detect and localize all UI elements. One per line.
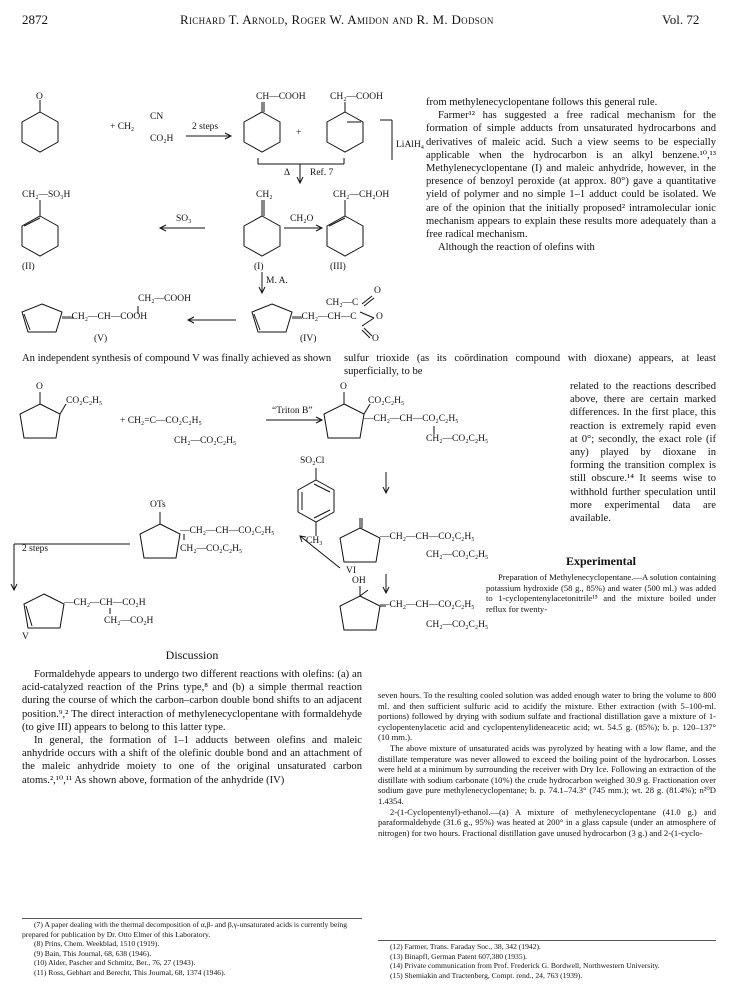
- plus-sign: +: [296, 128, 302, 138]
- ch2-i-label: CH₂: [256, 190, 273, 200]
- exp-para-2: seven hours. To the resulting cooled solution was added enough water to bring the volume to 800 ml. and then sufficient sulfuric acid to acidify the mixture. Ether extraction (with 5–100-ml. portions) followed by drying with sodium sulfate and fractional distillation gave a mixture of 1-cyclopentenylacetic acid and cyclopentenylideneacetic acid; wt. 54.5 g. (85%); b. p. 120–137° (10 mm.).: [378, 690, 716, 743]
- co2h-label: CO₂H: [150, 134, 174, 144]
- para-although: Although the reaction of olefins with: [438, 242, 595, 254]
- s2-ots-chain: —CH₂—CH—CO₂C₂H₅: [180, 526, 275, 536]
- s2-p-sub: CH₂—CO₂C₂H₅: [426, 434, 489, 444]
- s2-v-chain: —CH₂—CH—CO₂H: [64, 598, 146, 608]
- s2-oh: OH: [352, 576, 366, 586]
- discussion-heading: Discussion: [165, 648, 219, 662]
- iv-o1: O: [374, 286, 381, 296]
- ch2-label: + CH₂: [110, 122, 135, 132]
- s2-ots-sub: CH₂—CO₂C₂H₅: [180, 544, 243, 554]
- s2-p-chain: —CH₂—CH—CO₂C₂H₅: [364, 414, 459, 424]
- cn-label: CN: [150, 112, 164, 122]
- s2-vi: VI: [346, 566, 357, 576]
- discussion-para-1: Formaldehyde appears to undergo two different reactions with olefins: (a) an acid-catalyzed reaction of the Prins type,⁸ and (b) a simple thermal reaction during the course of which the carbon–carbon double bond shifts to an adjacent position.⁹,² The direct interaction of methylenecyclopentane with formaldehyde (to give III) appears to belong to this latter type.: [22, 669, 362, 733]
- exp-para-4: 2-(1-Cyclopentenyl)-ethanol.—(a) A mixture of methylenecyclopentane (41.0 g.) and paraformaldehyde (31.6 g., 95%) was heated at 200° in a glass capsule (under an atmosphere of nitrogen) for two hours. Fractional distillation gave unused hydrocarbon (3 g.) and 2-(1-cyclo-: [378, 806, 716, 838]
- acid-ch2-cooh: CH₂—COOH: [330, 92, 383, 102]
- s2-v: V: [22, 632, 29, 642]
- experimental-continued: [378, 690, 716, 838]
- acid-ch-cooh: CH—COOH: [256, 92, 306, 102]
- ch2ch2oh-label: CH₂—CH₂OH: [333, 190, 390, 200]
- discussion-section: [22, 648, 362, 787]
- s2-oh-chain: —CH₂—CH—CO₂C₂H₅: [380, 600, 475, 610]
- ref7-label: Ref. 7: [310, 168, 334, 178]
- footnotes-left: [22, 920, 362, 978]
- running-authors: Richard T. Arnold, Roger W. Amidon and R. M. Dodson: [180, 12, 494, 27]
- footnote-9: (9) Bain, This Journal, 68, 638 (1946).: [34, 948, 152, 958]
- s2-two-steps: 2 steps: [22, 544, 49, 554]
- s2-p-o: O: [340, 382, 347, 392]
- label-i: (I): [254, 262, 264, 272]
- s2-so2cl: SO₂Cl: [300, 456, 325, 466]
- footnote-8: (8) Prins, Chem. Weekblad, 1510 (1919).: [34, 939, 160, 949]
- so3-label: SO₃: [176, 214, 192, 224]
- sulfonic-label: CH₂—SO₃H: [22, 190, 71, 200]
- footnote-10: (10) Alder, Pascher and Schmitz, Ber., 76, 27 (1943).: [34, 958, 196, 968]
- iv-chain-label: —CH₂—CH—C: [292, 312, 357, 322]
- s2-oh-sub: CH₂—CO₂C₂H₅: [426, 620, 489, 630]
- s2-triton: “Triton B”: [272, 406, 313, 416]
- s2-ch3: CH₃: [306, 536, 323, 546]
- iv-o2: O: [376, 312, 383, 322]
- two-steps-1: 2 steps: [192, 122, 219, 132]
- experimental-section: [486, 554, 716, 614]
- page-number: 2872: [22, 12, 48, 27]
- sulfur-paragraph: sulfur trioxide (as its coördination compound with dioxane) appears, at least superficially, to be: [344, 353, 716, 378]
- iv-ch2-label: CH₂—C: [326, 298, 359, 308]
- ma-label: M. A.: [266, 276, 288, 286]
- s2-v-sub: CH₂—CO₂H: [104, 616, 154, 626]
- footnotes-right: [378, 942, 716, 980]
- s2-reagent-sub: CH₂—CO₂C₂H₅: [174, 436, 237, 446]
- volume-label: Vol. 72: [662, 12, 700, 27]
- s2-vi-sub: CH₂—CO₂C₂H₅: [426, 550, 489, 560]
- footnote-11: (11) Ross, Gebhart and Berecht, This Journal, 68, 1374 (1946).: [34, 967, 226, 977]
- label-v: (V): [94, 334, 108, 344]
- discussion-para-2: In general, the formation of 1–1 adducts between olefins and maleic anhydride occurs with a shift of the olefinic double bond and an attachment of the maleic anhydride moiety to one of the original unsaturated carbon atoms.²,¹⁰,¹¹ As shown above, formation of the anhydride (IV): [22, 735, 362, 786]
- ketone-o: O: [36, 92, 43, 102]
- footnote-7: (7) A paper dealing with the thermal decomposition of α,β- and β,γ-unsaturated acids is currently being prepared for publication by Dr. Otto Elmer of this Laboratory.: [22, 920, 348, 939]
- s2-p-co2: CO₂C₂H₅: [368, 396, 405, 406]
- ch2o-label: CH₂O: [290, 214, 314, 224]
- label-iv: (IV): [300, 334, 317, 344]
- s2-o: O: [36, 382, 43, 392]
- exp-para-3: The above mixture of unsaturated acids was pyrolyzed by heating with a low flame, and the distillate temperature was never allowed to exceed the boiling point of the hydrocarbon. Losses were held at a minimum by surrounding the receiver with Dry Ice. Following an extraction of the distillate with sodium carbonate (10%) the crude hydrocarbon weighed 30.9 g. Fractionation over sodium gave pure methylenecyclopentane; b. p. 74.1–74.3° (745 mm.); wt. 28 g. (81.4%); n²⁰D 1.4354.: [378, 742, 716, 806]
- sulfur-text: related to the reactions described above, there are certain marked differences. In the first place, this reaction is extremely rapid even at 0°; secondly, the exact role (if any) played by dioxane in forming the transition complex is still obscure.¹⁴ It seems wise to withhold further speculation until more experimental data are available.: [570, 381, 716, 525]
- s2-reagent: + CH₂=C—CO₂C₂H₅: [120, 416, 202, 426]
- para-general-rule: from methylenecyclopentane follows this general rule.: [426, 97, 658, 108]
- para-farmer: Farmer¹² has suggested a free radical mechanism for the formation of simple adducts from unsaturated hydrocarbons and derivatives of maleic acid. Such a view seems to be especially applicable when the hydrocarbon is an alkyl benzene.¹⁰,¹³ Methylenecyclopentane (I) and maleic anhydride, however, in the presence of benzoyl peroxide (at approx. 80°) gave a quantitative yield of polymer and no simple 1–1 adduct could be isolated. We are of the opinion that the initially proposed² intramolecular ionic mechanism appears to explain these results more adequately than a free radical mechanism.: [426, 110, 716, 241]
- footnote-13: (13) Binapfl, German Patent 607,380 (1935).: [390, 951, 528, 961]
- iv-o3: O: [372, 334, 379, 344]
- footnote-14: (14) Private communication from Prof. Frederick G. Bordwell, Northwestern University.: [390, 961, 660, 971]
- s2-co2c2h5: CO₂C₂H₅: [66, 396, 103, 406]
- exp-para-1: Preparation of Methylenecyclopentane.—A solution containing potassium hydroxide (58 g., 85%) and water (500 ml.) was added to 1-cyclopentenylacetonitrile¹⁵ and the mixture boiled under reflux for twenty-: [486, 572, 716, 614]
- label-iii: (III): [330, 262, 346, 272]
- synthesis-intro: An independent synthesis of compound V was finally achieved as shown: [22, 353, 332, 364]
- delta-label: Δ: [284, 168, 291, 178]
- s2-vi-chain: —CH₂—CH—CO₂C₂H₅: [380, 532, 475, 542]
- label-ii: (II): [22, 262, 35, 272]
- v-chain-label: —CH₂—CH—COOH: [62, 312, 148, 322]
- footnote-rule-left: [22, 918, 362, 919]
- lialh4-label: LiAlH₄: [396, 140, 425, 150]
- footnote-rule-right: [378, 940, 716, 941]
- experimental-heading: Experimental: [566, 554, 636, 568]
- footnote-15: (15) Shemiakin and Tractenberg, Compt. rend., 24, 763 (1939).: [390, 970, 583, 980]
- footnote-12: (12) Farmer, Trans. Faraday Soc., 38, 342 (1942).: [390, 942, 541, 951]
- s2-ots: OTs: [150, 500, 166, 510]
- v-top-label: CH₂—COOH: [138, 294, 191, 304]
